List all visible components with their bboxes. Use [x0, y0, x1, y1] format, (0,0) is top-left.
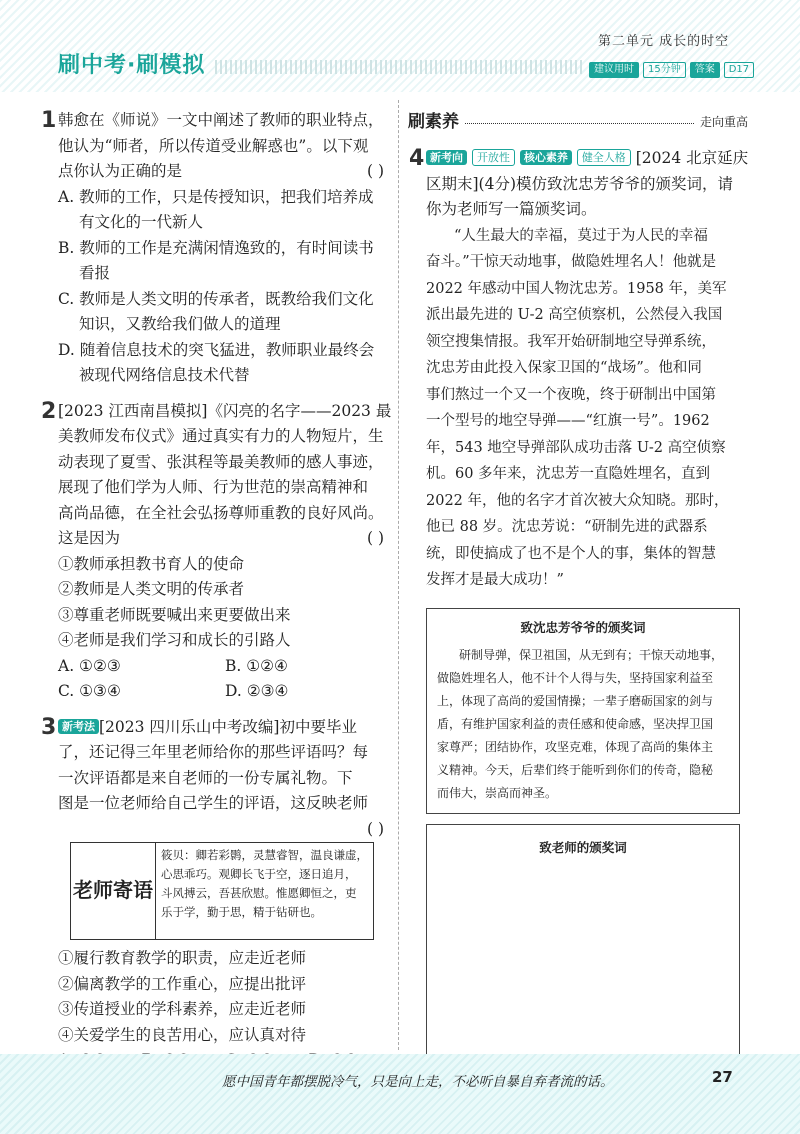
- question-text: 展现了他们学为人师、行为世范的崇高精神和: [58, 478, 369, 496]
- left-column: [41, 108, 392, 1074]
- answer-paren: ( ): [366, 819, 384, 838]
- question-text: 动表现了夏雪、张淇程等最美教师的感人事迹，: [58, 452, 384, 471]
- question-text: 图是一位老师给自己学生的评语，这反映老师: [58, 794, 369, 812]
- question-text: 新考法 [2023 四川乐山中考改编]初中要毕业: [58, 715, 392, 741]
- time-answer-pills: [589, 62, 754, 78]
- choice-a: A. ①②③: [58, 656, 121, 675]
- column-divider: [398, 100, 399, 1050]
- footer-background: [0, 1054, 800, 1134]
- choices-row: [58, 654, 392, 680]
- answer-paren: ( ): [366, 162, 384, 180]
- statement-3: ③传道授业的学科素养，应走近老师: [58, 1000, 307, 1018]
- question-text: 新考向 开放性 核心素养 健全人格 [2024 北京延庆: [426, 146, 748, 172]
- option-b: B. 教师的工作是充满闲情逸致的，有时间读书 看报: [58, 238, 374, 282]
- question-text: 这是因为 ( ): [58, 526, 392, 552]
- question-text: 区期末](4分)模仿致沈忠芳爷爷的颁奖词，请: [426, 174, 734, 193]
- question-text: 高尚品德，在全社会弘扬尊师重教的良好风尚。: [58, 503, 384, 522]
- new-direction-tag: 新考向: [426, 150, 467, 165]
- question-text: 美教师发布仪式》通过真实有力的人物短片，生: [58, 427, 384, 445]
- new-method-tag: 新考法: [58, 719, 99, 734]
- statement-4: ④老师是我们学习和成长的引路人: [58, 631, 291, 649]
- option-a: A. 教师的工作，只是传授知识，把我们培养成 有文化的一代新人: [58, 187, 374, 231]
- question-text: 了，还记得三年里老师给你的那些评语吗？每: [58, 743, 369, 761]
- answer-box-title: 致老师的颁奖词: [539, 840, 627, 855]
- question-text: 他认为“师者，所以传道受业解惑也”。以下观: [58, 136, 369, 155]
- statement-3: ③尊重老师既要喊出来更要做出来: [58, 605, 291, 624]
- right-column: [408, 108, 748, 1072]
- choice-c: C. ①③④: [58, 682, 121, 700]
- brand-title: 刷中考·刷模拟: [58, 53, 206, 78]
- suggested-time-label: 建议用时: [589, 62, 639, 78]
- comment-box-title: 老师寄语: [71, 843, 156, 939]
- sample-box-text: 研制导弹，保卫祖国，从无到有；干惊天动地事， 做隐姓埋名人，他不计个人得与失，坚持国家利益至 上，体现了高尚的爱国情操；一辈子磨砺国家的剑与 盾，有维护国家利益的责任感和使命感，坚决捍卫国 家尊严；团结协作，攻坚克难，体现了高尚的集体主 义精神。今天，后辈们终于能听到你们的传奇，隐秘 而伟大，崇高而神圣。: [437, 648, 724, 800]
- sample-box-title: 致沈忠芳爷爷的颁奖词: [520, 619, 646, 635]
- section-title: 刷素养: [408, 112, 459, 133]
- footer-motto: 愿中国青年都摆脱冷气，只是向上走，不必听自暴自弃者流的话。: [222, 1074, 614, 1090]
- answer-label: 答案: [690, 62, 720, 78]
- question-text: 你为老师写一篇颁奖词。: [426, 200, 597, 218]
- option-d: D. 随着信息技术的突飞猛进，教师职业最终会 被现代网络信息技术代替: [58, 340, 375, 384]
- choices-row: [58, 679, 392, 705]
- answer-paren: ( ): [366, 529, 384, 547]
- choice-d: D. ②③④: [225, 682, 289, 700]
- question-number: 1: [41, 108, 57, 133]
- header-decoration: [215, 60, 585, 74]
- question-4: [409, 146, 749, 594]
- page-number: 27: [712, 1068, 733, 1086]
- teacher-comment-box: [70, 842, 374, 940]
- statement-2: ②偏离教学的工作重心，应提出批评: [58, 974, 307, 993]
- section-header: [408, 108, 748, 138]
- statement-2: ②教师是人类文明的传承者: [58, 580, 245, 598]
- answer-writing-box[interactable]: [426, 824, 740, 1072]
- question-text: [2023 江西南昌模拟]《闪亮的名字——2023 最: [58, 401, 392, 420]
- reading-passage: “人生最大的幸福，莫过于为人民的幸福 奋斗。”干惊天动地事，做隐姓埋名人！他就是 2022 年感动中国人物沈忠芳。1958 年，美军 派出最先进的 U-2 高空侦察机，公然侵入我国 领空搜集情报。我军开始研制地空导弹系统， 沈忠芳由此投入保家卫国的“战场”。他和同 事们熬过一个又一个夜晚，终于研制出中国第 一个型号的地空导弹——“红旗一号”。1962 年，543 地空导弹部队成功击落 U-2 高空侦察 机。60 多年来，沈忠芳一直隐姓埋名，直到 2022 年，他的名字才首次被大众知晓。那时， 他已 88 岁。沈忠芳说：“研制先进的武器系 统，即使搞成了也不是个人的事，集体的智慧 发挥才是最大成功！”: [426, 227, 729, 588]
- sample-award-speech-box: [426, 608, 740, 815]
- question-number: 3: [41, 714, 57, 740]
- statement-1: ①履行教育教学的职责，应走近老师: [58, 949, 307, 967]
- suggested-time-value: 15分钟: [643, 62, 686, 78]
- answer-page: D17: [724, 62, 754, 78]
- question-1: [41, 108, 392, 389]
- comment-text: 筱贝：卿若彩鹮，灵慧睿智，温良谦虚， 心思乖巧。观卿长飞于空，逐日追月， 斗风搏云，吾甚欣慰。惟愿卿恒之，吏 乐于学，勤于思，精于钻研也。: [161, 848, 368, 919]
- question-text: 韩愈在《师说》一文中阐述了教师的职业特点，: [58, 111, 384, 129]
- section-subtitle: 走向重高: [699, 115, 748, 130]
- question-2: [41, 398, 392, 705]
- question-text: 一次评语都是来自老师的一份专属礼物。下: [58, 768, 353, 787]
- question-number: 2: [41, 398, 57, 424]
- open-tag: 开放性: [472, 149, 515, 166]
- choice-b: B. ①②④: [225, 656, 288, 675]
- question-text: 点你认为正确的是 ( ): [58, 159, 392, 185]
- question-3: [41, 714, 392, 1074]
- statement-1: ①教师承担教书育人的使命: [58, 554, 245, 573]
- section-dotted-line: [465, 123, 694, 124]
- core-literacy-tag: 核心素养: [520, 150, 572, 165]
- statement-4: ④关爱学生的良苦用心，应认真对待: [58, 1025, 307, 1044]
- personality-tag: 健全人格: [577, 149, 631, 166]
- option-c: C. 教师是人类文明的传承者，既教给我们文化 知识，又教给我们做人的道理: [58, 289, 374, 333]
- unit-title: 第二单元 成长的时空: [598, 34, 730, 49]
- question-number: 4: [409, 146, 425, 171]
